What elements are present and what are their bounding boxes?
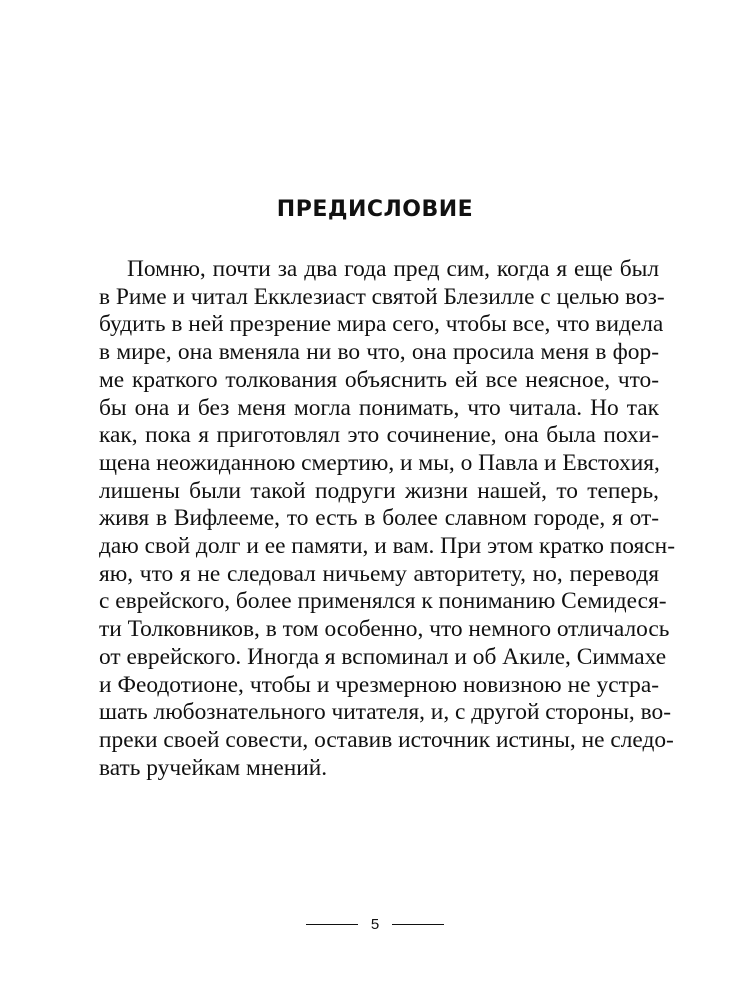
- text-line: с еврейского, более применялся к пониманию Семидеся-: [99, 588, 667, 615]
- text-line: от еврейского. Иногда я вспоминал и об Акиле, Симмахе: [99, 643, 667, 670]
- text-line: шать любознательного читателя, и, с другой стороны, во-: [99, 699, 671, 726]
- text-line: и Феодотионе, чтобы и чрезмерною новизною не устра-: [99, 671, 659, 698]
- text-line: будить в ней презрение мира сего, чтобы все, что видела: [99, 311, 664, 338]
- text-line: живя в Вифлееме, то есть в более славном городе, я от-: [99, 505, 659, 532]
- text-line: ти Толковников, в том особенно, что немного отличалось: [99, 616, 670, 643]
- text-line: Помню, почти за два года пред сим, когда я еще был: [127, 256, 659, 282]
- text-line: даю свой долг и ее памяти, и вам. При этом кратко поясн-: [99, 533, 675, 560]
- text-line: щена неожиданною смертию, и мы, о Павла и Евстохия,: [99, 449, 660, 476]
- preface-paragraph: [99, 256, 675, 782]
- text-line: вать ручейкам мнений.: [99, 754, 328, 781]
- text-line: бы она и без меня могла понимать, что читала. Но так: [99, 394, 659, 421]
- text-line: в мире, она вменяла ни во что, она просила меня в фор-: [99, 339, 659, 366]
- text-line: ме краткого толкования объяснить ей все неясное, что-: [99, 366, 659, 393]
- chapter-heading: ПРЕДИСЛОВИЕ: [276, 197, 474, 222]
- footer-rule-right: [392, 924, 444, 925]
- text-line: как, пока я приготовлял это сочинение, она была похи-: [99, 422, 659, 449]
- text-line: лишены были такой подруги жизни нашей, то теперь,: [99, 477, 659, 504]
- footer-rule-left: [306, 924, 358, 925]
- text-line: яю, что я не следовал ничьему авторитету, но, переводя: [99, 560, 659, 587]
- text-line: преки своей совести, оставив источник истины, не следо-: [99, 726, 674, 753]
- page-number: 5: [370, 916, 380, 933]
- page-footer: [0, 916, 750, 933]
- text-line: в Риме и читал Екклезиаст святой Блезилле с целью воз-: [99, 283, 665, 310]
